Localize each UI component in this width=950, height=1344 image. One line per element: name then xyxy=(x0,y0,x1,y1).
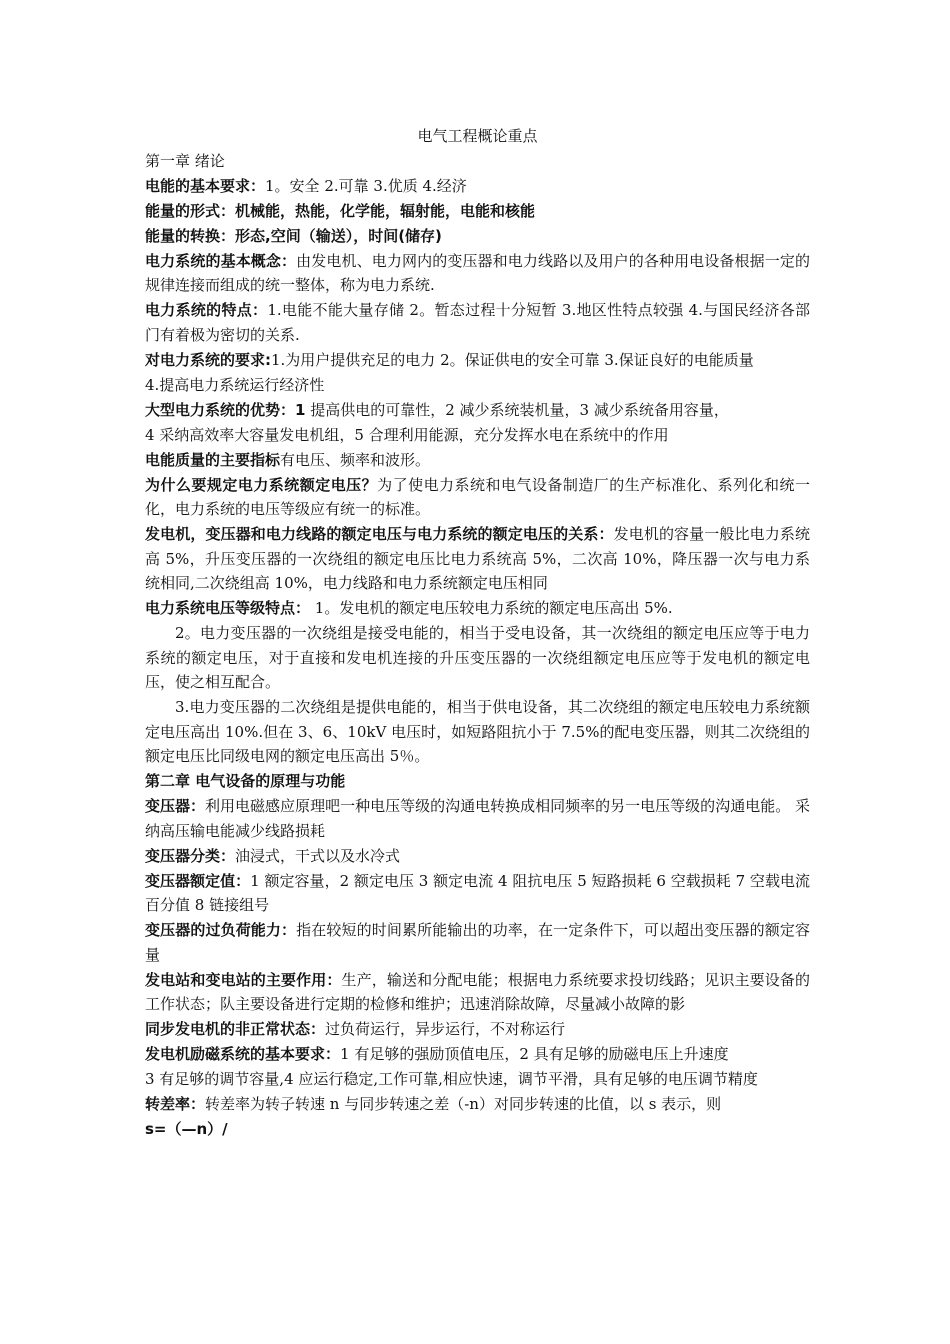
definition: 转差率为转子转速 n 与同步转速之差（-n）对同步转速的比值，以 s 表示，则 xyxy=(205,1095,722,1113)
definition: 利用电磁感应原理吧一种电压等级的沟通电转换成相同频率的另一电压等级的沟通电能。 采纳高压输电能减少线路损耗 xyxy=(145,797,810,840)
definition: 1。安全 2.可靠 3.优质 4.经济 xyxy=(265,176,467,195)
term: 同步发电机的非正常状态： xyxy=(145,1020,326,1038)
term: 转差率： xyxy=(145,1095,206,1113)
term: 发电站和变电站的主要作用： xyxy=(145,970,342,989)
paragraph-system-features xyxy=(145,298,810,347)
definition: 过负荷运行，异步运行，不对称运行 xyxy=(325,1020,566,1038)
paragraph-continuation: 3 有足够的调节容量,4 应运行稳定,工作可靠,相应快速，调节平滑，具有足够的电压调节精度 xyxy=(145,1070,758,1088)
paragraph-indented: 2。电力变压器的一次绕组是接受电能的，相当于受电设备，其一次绕组的额定电压应等于电力系统的额定电压，对于直接和发电机连接的升压变压器的一次绕组额定电压应等于发电机的额定电压，使之相互配合。 xyxy=(145,624,810,691)
definition: 油浸式，干式以及水冷式 xyxy=(235,846,401,865)
paragraph-indented: 3.电力变压器的二次绕组是提供电能的，相当于供电设备，其二次绕组的额定电压较电力系统额定电压高出 10%.但在 3、6、10kV 电压时，如短路阻抗小于 7.5%的配电变压器，则其二次绕组的额定电压比同级电网的额定电压高出 5％。 xyxy=(145,698,810,765)
paragraph-system-concept xyxy=(145,249,810,298)
paragraph-transformer-ratings xyxy=(145,869,810,918)
chapter-1-heading: 第一章 绪论 xyxy=(145,151,225,170)
term: 大型电力系统的优势：1 xyxy=(145,400,306,419)
document-page xyxy=(145,124,810,1142)
definition: 提高供电的可靠性，2 减少系统装机量，3 减少系统备用容量， xyxy=(305,400,729,419)
term: 电力系统的特点： xyxy=(145,301,268,319)
paragraph-transformer xyxy=(145,794,810,843)
definition: 由发电机、电力网内的变压器和电力线路以及用户的各种用电设备根据一定的规律连接而组成的统一整体，称为电力系统. xyxy=(145,251,810,294)
paragraph-continuation: 4.提高电力系统运行经济性 xyxy=(145,375,325,394)
term: 变压器分类： xyxy=(145,846,236,865)
paragraph-overload-capacity xyxy=(145,918,810,967)
definition: 指在较短的时间累所能输出的功率，在一定条件下，可以超出变压器的额定容量 xyxy=(145,921,810,964)
term: 电能的基本要求： xyxy=(145,176,266,195)
definition: 为了使电力系统和电气设备制造厂的生产标准化、系列化和统一化，电力系统的电压等级应有统一的标准。 xyxy=(145,475,810,518)
definition: 生产，输送和分配电能；根据电力系统要求投切线路；见识主要设备的工作状态；队主要设备进行定期的检修和维护；迅速消除故障，尽量减小故障的影 xyxy=(145,970,810,1013)
term: 能量的转换：形态,空间（输送），时间(储存) xyxy=(145,226,442,245)
definition: 1.电能不能大量存储 2。暂态过程十分短暂 3.地区性特点较强 4.与国民经济各部门有着极为密切的关系. xyxy=(145,301,810,344)
paragraph-energy-conversion xyxy=(145,224,810,249)
term: 对电力系统的要求: xyxy=(145,350,271,369)
term: 电力系统电压等级特点： xyxy=(145,599,311,617)
term: 能量的形式：机械能，热能，化学能，辐射能，电能和核能 xyxy=(145,201,536,220)
paragraph-rated-voltage-why xyxy=(145,473,810,522)
term: 电力系统的基本概念： xyxy=(145,251,297,270)
paragraph-abnormal-states xyxy=(145,1017,810,1042)
term: 变压器： xyxy=(145,797,206,815)
definition: 1.为用户提供充足的电力 2。保证供电的安全可靠 3.保证良好的电能质量 xyxy=(271,350,754,369)
paragraph-rated-voltage-relation xyxy=(145,522,810,596)
definition: 1 额定容量，2 额定电压 3 额定电流 4 阻抗电压 5 短路损耗 6 空载损耗 7 空载电流百分值 8 链接组号 xyxy=(145,871,810,914)
paragraph-power-requirements xyxy=(145,174,810,199)
term: 变压器的过负荷能力： xyxy=(145,921,297,939)
paragraph-transformer-types xyxy=(145,844,810,869)
definition: 1 有足够的强励顶值电压，2 具有足够的励磁电压上升速度 xyxy=(340,1045,729,1063)
definition: 有电压、频率和波形。 xyxy=(280,450,431,469)
paragraph-quality-indicators xyxy=(145,448,810,473)
term: 发电机，变压器和电力线路的额定电压与电力系统的额定电压的关系： xyxy=(145,525,614,543)
paragraph-system-requirements xyxy=(145,348,810,373)
term: 变压器额定值： xyxy=(145,871,251,890)
chapter-title: 第二章 电气设备的原理与功能 xyxy=(145,772,346,790)
paragraph-excitation-requirements xyxy=(145,1042,810,1067)
definition: 1。发电机的额定电压较电力系统的额定电压高出 5%. xyxy=(310,599,673,617)
term: 发电机励磁系统的基本要求： xyxy=(145,1045,341,1063)
term: 为什么要规定电力系统额定电压？ xyxy=(145,475,378,494)
chapter-2-heading xyxy=(145,769,810,794)
paragraph-continuation: 4 采纳高效率大容量发电机组，5 合理利用能源，充分发挥水电在系统中的作用 xyxy=(145,425,669,444)
paragraph-slip-rate xyxy=(145,1092,810,1117)
term: 电能质量的主要指标 xyxy=(145,450,281,469)
paragraph-station-role xyxy=(145,968,810,1017)
paragraph-large-system-advantages xyxy=(145,398,810,423)
formula-line xyxy=(145,1117,810,1142)
definition: 发电机的容量一般比电力系统高 5%，升压变压器的一次绕组的额定电压比电力系统高 5%，二次高 10%，降压器一次与电力系统相同,二次绕组高 10%，电力线路和电力系统额定电压相同 xyxy=(145,525,810,592)
paragraph-voltage-level-features xyxy=(145,596,810,621)
formula: s=（—n）/ xyxy=(145,1120,228,1138)
document-title: 电气工程概论重点 xyxy=(417,127,538,145)
paragraph-energy-forms xyxy=(145,199,810,224)
